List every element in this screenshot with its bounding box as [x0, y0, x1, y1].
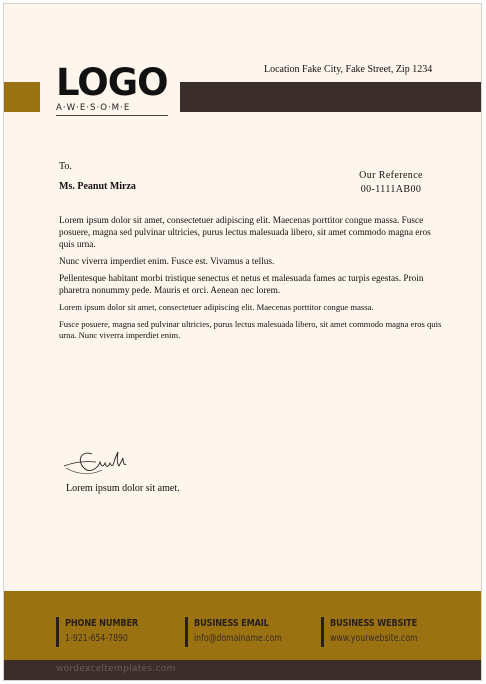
header-gold-accent: [4, 82, 40, 112]
phone-contact: [56, 617, 154, 647]
email-label: BUSINESS EMAIL: [194, 618, 269, 629]
logo-underline: [56, 115, 168, 116]
header-dark-bar: [180, 82, 482, 112]
website-contact: [321, 617, 437, 647]
phone-label: PHONE NUMBER: [65, 618, 139, 629]
signatory-name: Lorem ipsum dolor sit amet.: [66, 483, 180, 494]
website-label: BUSINESS WEBSITE: [330, 618, 418, 629]
handwritten-signature: [62, 444, 128, 483]
recipient-name: Ms. Peanut Mirza: [59, 181, 136, 192]
body-paragraph: Pellentesque habitant morbi tristique senectus et netus et malesuada fames ac turpis egestas. Proin pharetra nonummy pede. Mauris et orci. Aenean nec lorem.: [59, 274, 424, 296]
body-paragraph: Fusce posuere, magna sed pulvinar ultricies, purus lectus malesuada libero, sit amet commodo magna eros quis urna. Nunc viverra imperdiet enim.: [59, 318, 442, 340]
email-value: info@domainame.com: [194, 633, 282, 644]
letter-body: [59, 215, 447, 347]
company-logo: [56, 61, 172, 116]
website-value: www.yourwebsite.com: [330, 633, 418, 644]
watermark-text: wordexceltemplates.com: [56, 664, 176, 674]
letterhead-page: [3, 3, 482, 681]
body-paragraph: Lorem ipsum dolor sit amet, consectetuer adipiscing elit. Maecenas porttitor congue massa.: [59, 302, 374, 312]
reference-block: [341, 169, 441, 197]
logo-text: LOGO: [56, 61, 168, 104]
reference-number: 00-1111AB00: [360, 184, 422, 195]
phone-value: 1-921-654-7890: [65, 633, 128, 644]
body-paragraph: Nunc viverra imperdiet enim. Fusce est. Vivamus a tellus.: [59, 257, 275, 267]
reference-label: Our Reference: [359, 170, 423, 181]
body-paragraph: Lorem ipsum dolor sit amet, consectetuer adipiscing elit. Maecenas porttitor congue massa. Fusce posuere, magna sed pulvinar ultricies, purus lectus malesuada libero, sit amet commodo magna eros quis urna.: [59, 216, 431, 250]
footer-dark-bar: [4, 660, 482, 681]
email-contact: [185, 617, 301, 647]
company-address: Location Fake City, Fake Street, Zip 1234: [264, 64, 433, 75]
footer-contact-bar: [4, 591, 482, 660]
logo-subtext: A·W·E·S·O·M·E: [56, 103, 131, 113]
to-label: To.: [59, 161, 72, 172]
